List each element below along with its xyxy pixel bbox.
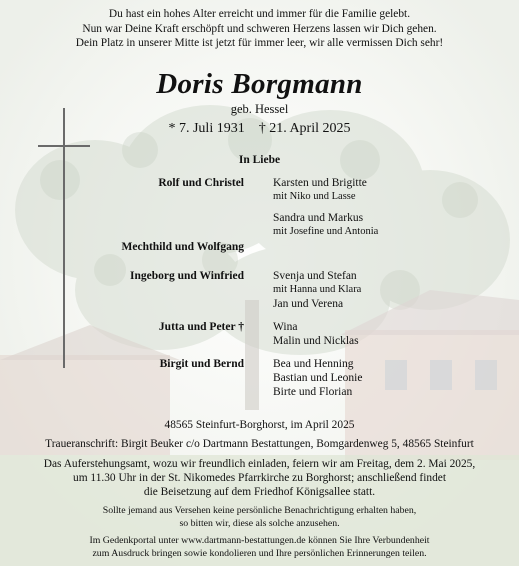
service-line: Das Auferstehungsamt, wozu wir freundlich einladen, feiern wir am Freitag, dem 2. Mai 2025,: [43, 458, 476, 470]
grandchildren: mit Niko und Lasse: [273, 191, 356, 202]
portal-line: Im Gedenkportal unter www.dartmann-bestattungen.de können Sie Ihre Verbundenheit: [89, 535, 430, 546]
notice-line: Sollte jemand aus Versehen keine persönliche Benachrichtigung erhalten haben,: [102, 505, 417, 516]
child-couple: Malin und Nicklas: [273, 335, 359, 347]
birth-date: * 7. Juli 1931: [168, 121, 245, 136]
child-couple: Wina: [273, 321, 298, 333]
grandchildren: mit Hanna und Klara: [273, 284, 362, 295]
child-couple: Sandra und Markus: [273, 212, 364, 224]
child-couple: Jan und Verena: [273, 298, 344, 310]
notification-notice: [0, 505, 519, 530]
cross-icon-bar: [38, 145, 90, 147]
memorial-portal: [0, 535, 519, 560]
cross-icon: [63, 108, 65, 368]
child-group: [273, 176, 378, 204]
family-parents: Jutta und Peter †: [158, 321, 244, 333]
child-couple: Karsten und Brigitte: [273, 177, 367, 189]
family-parents: Mechthild und Wolfgang: [121, 241, 244, 253]
poem-line: Du hast ein hohes Alter erreicht und immer für die Familie gelebt.: [108, 8, 411, 20]
poem: [0, 7, 519, 51]
child-couple: Bea und Henning: [273, 358, 354, 370]
child-couple: Bastian und Leonie: [273, 372, 363, 384]
grandchildren: mit Josefine und Antonia: [273, 226, 379, 237]
child-group: [273, 211, 378, 239]
family-children: [273, 320, 359, 348]
child-couple: Birte und Florian: [273, 386, 353, 398]
life-dates: [0, 120, 519, 137]
family-children: [273, 176, 378, 246]
child-couple: Svenja und Stefan: [273, 270, 357, 282]
maiden-name: geb. Hessel: [230, 102, 289, 116]
notice-line: so bitten wir, diese als solche anzusehen.: [179, 517, 340, 529]
poem-line: Nun war Deine Kraft erschöpft und schweren Herzens lassen wir Dich gehen.: [82, 22, 437, 35]
family-parents: Ingeborg und Winfried: [130, 270, 244, 282]
service-line: um 11.30 Uhr in der St. Nikomedes Pfarrkirche zu Borghorst; anschließend findet: [73, 472, 446, 484]
mourners-heading: In Liebe: [238, 154, 281, 166]
poem-line: Dein Platz in unserer Mitte ist jetzt für immer leer, wir alle vermissen Dich sehr!: [75, 37, 444, 49]
funeral-service: [0, 457, 519, 499]
death-date: † 21. April 2025: [258, 121, 351, 136]
mourning-address: Traueranschrift: Birgit Beuker c/o Dartmann Bestattungen, Bomgardenweg 5, 48565 Steinfurt: [45, 438, 474, 450]
family-children: [273, 269, 361, 311]
place-date: 48565 Steinfurt-Borghorst, im April 2025: [164, 419, 355, 431]
service-line: die Beisetzung auf dem Friedhof Königsallee statt.: [143, 486, 376, 498]
family-parents: Birgit und Bernd: [159, 358, 244, 370]
portal-line: zum Ausdruck bringen sowie kondolieren und Ihre persönlichen Erinnerungen teilen.: [92, 547, 427, 559]
family-children: [273, 357, 362, 399]
deceased-name: Doris Borgmann: [156, 68, 363, 100]
family-parents: Rolf und Christel: [158, 177, 244, 189]
